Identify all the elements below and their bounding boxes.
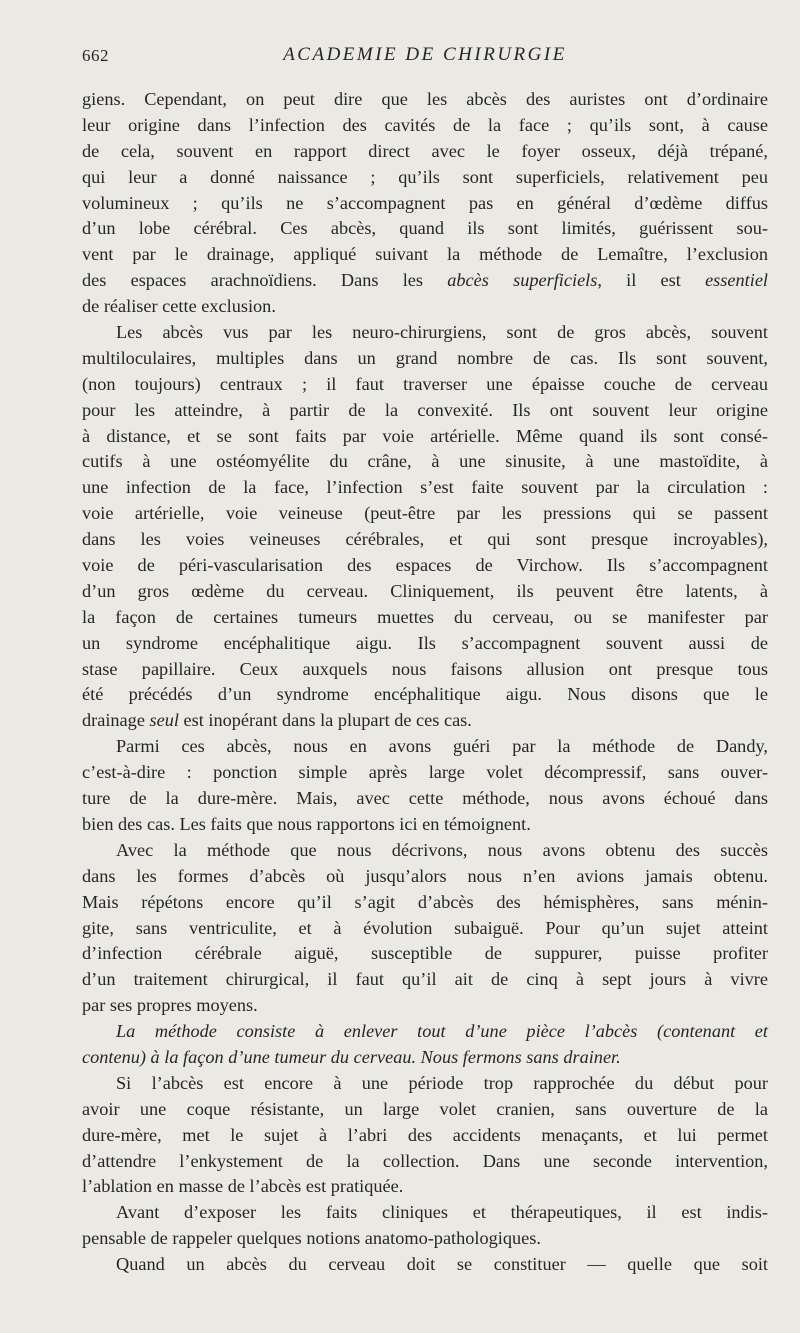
text-line: une infection de la face, l’infection s’est faite souvent par la circulation : bbox=[82, 477, 768, 498]
text-line: d’un lobe cérébral. Ces abcès, quand ils sont limités, guérissent sou- bbox=[82, 218, 768, 239]
text-line: multiloculaires, multiples dans un grand nombre de cas. Ils sont souvent, bbox=[82, 347, 768, 368]
page-header bbox=[82, 44, 768, 74]
text-line: l’ablation en masse de l’abcès est pratiquée. bbox=[82, 1176, 404, 1197]
text-line: giens. Cependant, on peut dire que les abcès des auristes ont d’ordinaire bbox=[82, 89, 768, 109]
body-text bbox=[82, 87, 768, 1278]
text-line: gite, sans ventriculite, et à évolution subaiguë. Pour qu’un sujet atteint bbox=[82, 917, 768, 938]
text-line: été précédés d’un syndrome encéphalitique aigu. Nous disons que le bbox=[82, 684, 768, 705]
text-line: (non toujours) centraux ; il faut traverser une épaisse couche de cerveau bbox=[82, 373, 768, 394]
text-line: à distance, et se sont faits par voie artérielle. Même quand ils sont consé- bbox=[82, 425, 768, 446]
text-line: vent par le drainage, appliqué suivant la méthode de Lemaître, l’exclusion bbox=[82, 244, 768, 265]
text-line: pour les atteindre, à partir de la convexité. Ils ont souvent leur origine bbox=[82, 399, 768, 420]
text-line: d’un traitement chirurgical, il faut qu’il ait de cinq à sept jours à vivre bbox=[82, 969, 768, 990]
text-line: ture de la dure-mère. Mais, avec cette méthode, nous avons échoué dans bbox=[82, 788, 768, 809]
text-line: Avec la méthode que nous décrivons, nous avons obtenu des succès bbox=[116, 839, 768, 860]
page-number: 662 bbox=[82, 46, 109, 65]
text-line: la façon de certaines tumeurs muettes du cerveau, ou se manifester par bbox=[82, 606, 768, 627]
text-line: dans les voies veineuses cérébrales, et qui sont presque incroyables), bbox=[82, 529, 768, 550]
text-line: bien des cas. Les faits que nous rapportons ici en témoignent. bbox=[82, 813, 531, 834]
text-line: par ses propres moyens. bbox=[82, 995, 258, 1016]
text-line: de cela, souvent en rapport direct avec le foyer osseux, déjà trépané, bbox=[82, 140, 768, 161]
text-line: drainage seul est inopérant dans la plupart de ces cas. bbox=[82, 710, 472, 731]
text-line: dans les formes d’abcès où jusqu’alors nous n’en avions jamais obtenu. bbox=[82, 865, 768, 886]
text-line: Avant d’exposer les faits cliniques et thérapeutiques, il est indis- bbox=[116, 1202, 768, 1223]
text-line: pensable de rappeler quelques notions anatomo-pathologiques. bbox=[82, 1228, 541, 1249]
text-line: stase papillaire. Ceux auxquels nous faisons allusion ont presque tous bbox=[82, 658, 768, 679]
text-line: de réaliser cette exclusion. bbox=[82, 296, 276, 317]
text-line: voie de péri-vascularisation des espaces de Virchow. Ils s’accompagnent bbox=[82, 555, 768, 576]
text-line: Les abcès vus par les neuro-chirurgiens, sont de gros abcès, souvent bbox=[116, 322, 768, 343]
text-line: dure-mère, met le sujet à l’abri des accidents menaçants, et lui permet bbox=[82, 1124, 768, 1145]
text-line: voie artérielle, voie veineuse (peut-être par les pressions qui se passent bbox=[82, 503, 768, 524]
text-line: leur origine dans l’infection des cavités de la face ; qu’ils sont, à cause bbox=[82, 114, 768, 135]
text-line: cutifs à une ostéomyélite du crâne, à une sinusite, à une mastoïdite, à bbox=[82, 451, 768, 472]
text-line: des espaces arachnoïdiens. Dans les abcès superficiels, il est essentiel bbox=[82, 270, 769, 291]
text-line: contenu) à la façon d’une tumeur du cerveau. Nous fermons sans drainer. bbox=[82, 1046, 621, 1067]
text-line: volumineux ; qu’ils ne s’accompagnent pas en général d’œdème diffus bbox=[82, 192, 768, 213]
text-line: Mais répétons encore qu’il s’agit d’abcès des hémisphères, sans ménin- bbox=[82, 891, 768, 912]
text-line: qui leur a donné naissance ; qu’ils sont superficiels, relativement peu bbox=[82, 166, 768, 187]
text-line: Parmi ces abcès, nous en avons guéri par la méthode de Dandy, bbox=[116, 736, 768, 757]
text-line: c’est-à-dire : ponction simple après large volet décompressif, sans ouver- bbox=[82, 762, 768, 783]
text-line: Si l’abcès est encore à une période trop rapprochée du début pour bbox=[116, 1072, 768, 1093]
text-line: d’attendre l’enkystement de la collection. Dans une seconde intervention, bbox=[82, 1150, 768, 1171]
text-line: avoir une coque résistante, un large volet cranien, sans ouverture de la bbox=[82, 1098, 768, 1119]
text-line: Quand un abcès du cerveau doit se constituer — quelle que soit bbox=[116, 1254, 768, 1275]
text-line: d’un gros œdème du cerveau. Cliniquement, ils peuvent être latents, à bbox=[82, 580, 768, 601]
text-line: un syndrome encéphalitique aigu. Ils s’accompagnent souvent aussi de bbox=[82, 632, 768, 653]
text-line: La méthode consiste à enlever tout d’une pièce l’abcès (contenant et bbox=[116, 1021, 768, 1042]
running-title: ACADEMIE DE CHIRURGIE bbox=[283, 44, 567, 65]
text-line: d’infection cérébrale aiguë, susceptible de suppurer, puisse profiter bbox=[82, 943, 768, 964]
